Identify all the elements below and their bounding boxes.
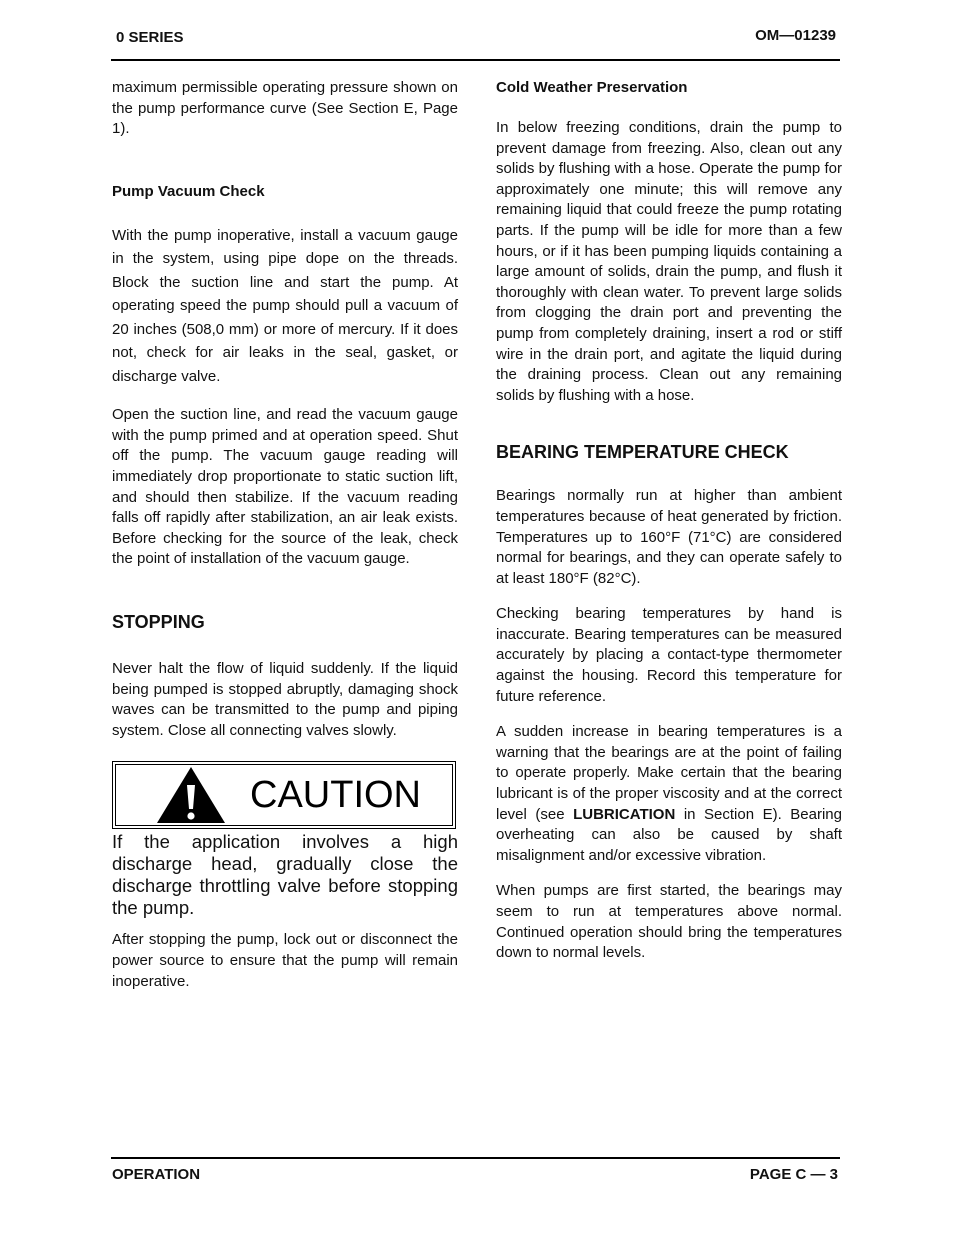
series-label: 0 SERIES: [116, 29, 184, 46]
bearing-paragraph-3: [496, 722, 842, 866]
section-label: OPERATION: [112, 1166, 201, 1183]
pump-vacuum-check-heading: Pump Vacuum Check: [112, 182, 265, 200]
page-number: PAGE C — 3: [749, 1166, 838, 1183]
document-number: OM—01239: [755, 27, 836, 44]
header-rule: [111, 59, 840, 61]
caution-box: [112, 761, 456, 829]
lubrication-reference: LUBRICATION: [573, 805, 676, 823]
stopping-paragraph: Never halt the flow of liquid suddenly. If the liquid being pumped is stopped abruptly, damaging shock waves can be transmitted to the pump and piping system. Close all connecting valves slowly.: [112, 660, 458, 739]
bearing-paragraph-3-end: in Section E). Bearing overheating can also be caused by shaft misalignment and/or excessive vibration.: [496, 805, 842, 864]
right-column: [496, 78, 842, 964]
bearing-paragraph-1: Bearings normally run at higher than ambient temperatures because of heat generated by friction. Temperatures up to 160°F (71°C) are considered normal for bearings, and they can operate safely to at least 180°F (82°C).: [496, 487, 842, 587]
bearing-paragraph-3-start: A sudden increase in bearing temperatures is a warning that the bearings are at the point of failing to operate properly. Make certain that the bearing lubricant is of the proper viscosity and at the correct level (see: [496, 723, 842, 823]
warning-triangle-icon: [155, 765, 227, 825]
footer-rule: [111, 1157, 840, 1159]
bearing-paragraph-4: When pumps are first started, the bearings may seem to run at temperatures above normal. Continued operation should bring the temperatures down to normal levels.: [496, 882, 842, 962]
bearing-paragraph-2: Checking bearing temperatures by hand is inaccurate. Bearing temperatures can be measured accurately by placing a contact-type thermometer against the housing. Record this temperature for future reference.: [496, 605, 842, 705]
bearing-temperature-heading: BEARING TEMPERATURE CHECK: [496, 442, 789, 463]
after-stopping-paragraph: After stopping the pump, lock out or disconnect the power source to ensure that the pump will remain inoperative.: [112, 931, 458, 990]
vacuum-paragraph-1: With the pump inoperative, install a vacuum gauge in the system, using pipe dope on the threads. Block the suction line and start the pump. At operating speed the pump should pull a vacuum of 20 inches (508,0 mm) or more of mercury. If it does not, check for air leaks in the seal, gasket, or discharge valve.: [112, 226, 458, 385]
vacuum-paragraph-2: Open the suction line, and read the vacuum gauge with the pump primed and at operation speed. Shut off the pump. The vacuum gauge reading will immediately drop proportionate to static suction lift, and should then stabilize. If the vacuum reading falls off rapidly after stabilization, an air leak exists. Before checking for the source of the leak, check the point of installation of the vacuum gauge.: [112, 406, 458, 568]
left-column: [112, 78, 458, 992]
caution-text: If the application involves a high discharge head, gradually close the discharge throttling valve before stopping the pump.: [112, 831, 458, 919]
caution-label: CAUTION: [250, 774, 421, 817]
cold-weather-paragraph: In below freezing conditions, drain the pump to prevent damage from freezing. Also, clean out any solids by flushing with a hose. Operate the pump for approximately one minute; this will remove any remaining liquid that could freeze the pump rotating parts. If the pump will be idle for more than a few hours, or if it has been pumping liquids containing a large amount of solids, drain the pump, and flush it thoroughly with clean water. To prevent large solids from clogging the drain port and preventing the pump from completely draining, insert a rod or stiff wire in the drain port, and agitate the liquid during the draining process. Clean out any remaining solids by flushing with a hose.: [496, 119, 842, 404]
cold-weather-heading: Cold Weather Preservation: [496, 79, 688, 96]
intro-paragraph: maximum permissible operating pressure shown on the pump performance curve (See Section E, Page 1).: [112, 79, 458, 138]
stopping-heading: STOPPING: [112, 612, 205, 633]
